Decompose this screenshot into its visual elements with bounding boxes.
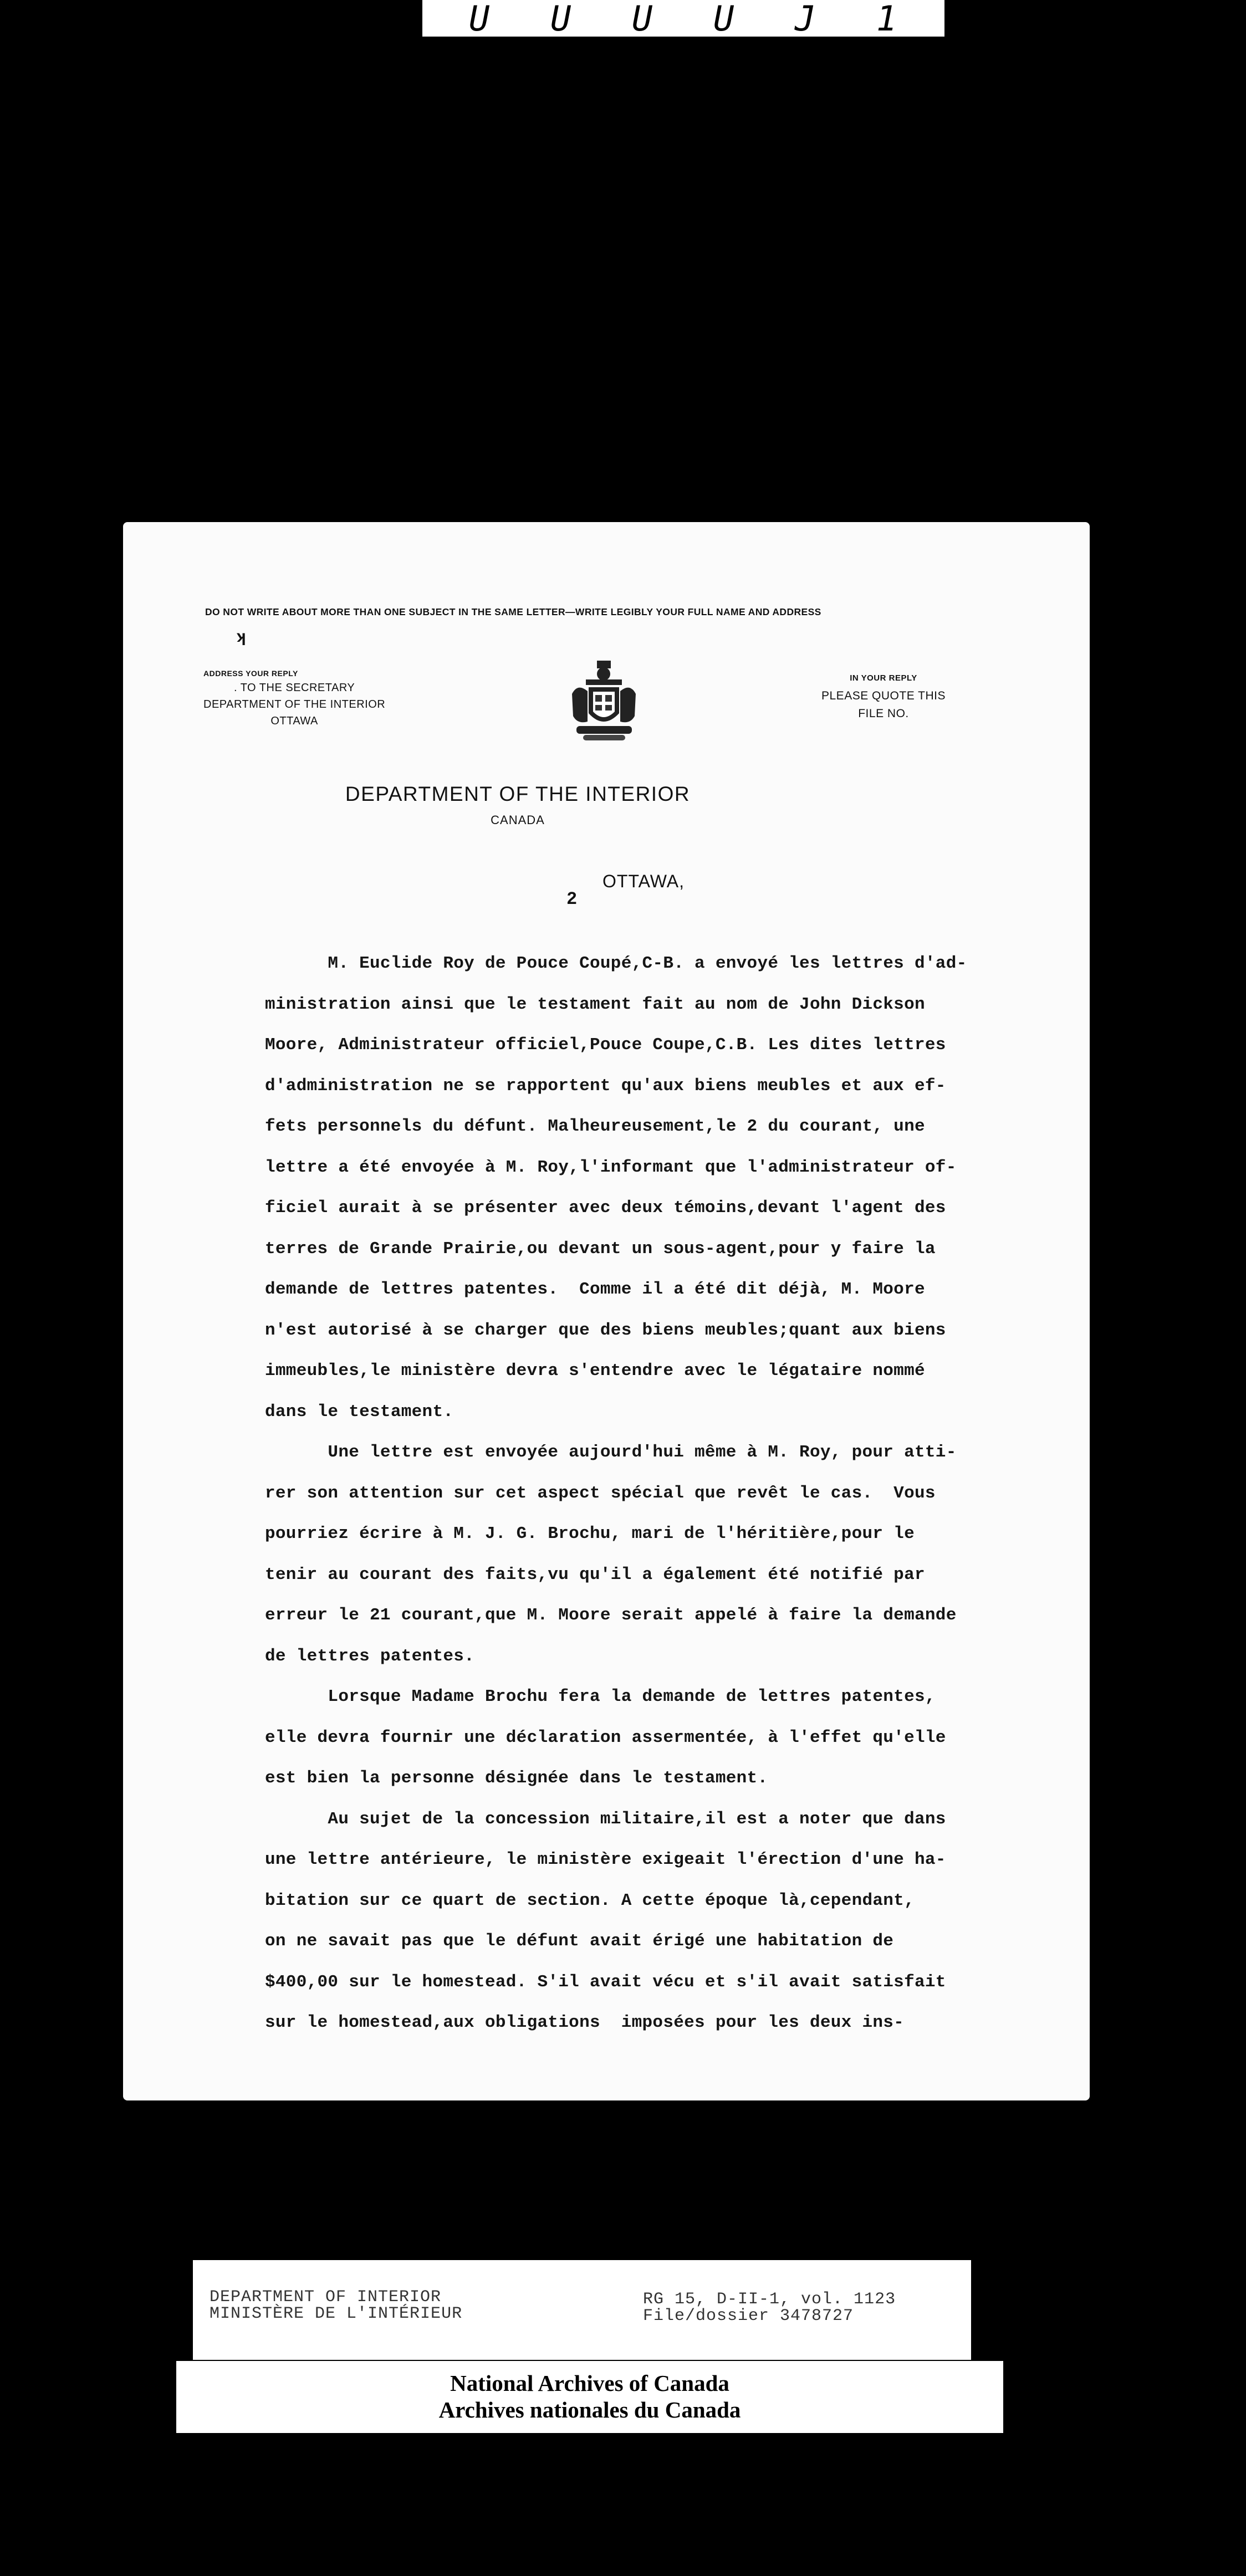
body-line: lettre a été envoyée à M. Roy,l'informant que l'administrateur of- [265,1157,957,1177]
body-line: Au sujet de la concession militaire,il est a noter que dans [265,1809,946,1829]
archives-name-fr: Archives nationales du Canada [438,2397,741,2422]
pen-mark: ʞ [237,627,246,646]
frame-char: U [631,0,654,39]
coat-of-arms-icon [566,661,641,744]
address-reply-label: ADDRESS YOUR REPLY [203,669,298,678]
letter-body [265,943,1074,2043]
frame-char: 1 [876,0,898,39]
body-line: ministration ainsi que le testament fait au nom de John Dickson [265,994,925,1014]
body-line: d'administration ne se rapportent qu'aux biens meubles et aux ef- [265,1076,946,1096]
file-no-label: FILE NO. [858,707,909,720]
body-line: une lettre antérieure, le ministère exigeait l'érection d'une ha- [265,1850,946,1869]
file-reference [643,2291,896,2324]
body-line: $400,00 sur le homestead. S'il avait vécu et s'il avait satisfait [265,1972,946,1992]
body-line: on ne savait pas que le défunt avait érigé une habitation de [265,1931,894,1951]
country-subtitle: CANADA [491,813,545,827]
body-line: ficiel aurait à se présenter avec deux témoins,devant l'agent des [265,1198,946,1218]
department-reference [210,2289,462,2322]
reply-address-block [203,667,385,729]
archive-reference-label [193,2260,971,2360]
body-line: immeubles,le ministère devra s'entendre avec le légataire nommé [265,1361,925,1381]
body-line: tenir au courant des faits,vu qu'il a également été notifié par [265,1565,925,1585]
body-line: demande de lettres patentes. Comme il a été dit déjà, M. Moore [265,1280,925,1299]
archives-credit [176,2361,1003,2433]
quote-file-block [821,669,946,723]
city-name: OTTAWA [270,715,318,727]
body-line: dans le testament. [265,1402,454,1422]
body-line: sur le homestead,aux obligations imposées pour les deux ins- [265,2013,905,2032]
body-line: erreur le 21 courant,que M. Moore serait appelé à faire la demande [265,1606,957,1625]
department-title: DEPARTMENT OF THE INTERIOR [345,783,691,805]
letter-page [123,522,1090,2100]
body-line: terres de Grande Prairie,ou devant un sous-agent,pour y faire la [265,1239,936,1259]
page-number: 2 [566,889,578,909]
frame-char: U [468,0,491,39]
body-line: pourriez écrire à M. J. G. Brochu, mari de l'héritière,pour le [265,1524,915,1543]
to-secretary: . TO THE SECRETARY [233,682,355,694]
department-reference-en: DEPARTMENT OF INTERIOR [210,2288,442,2307]
file-dossier: File/dossier 3478727 [643,2307,854,2325]
body-line: est bien la personne désignée dans le testament. [265,1769,768,1788]
body-line: Une lettre est envoyée aujourd'hui même à M. Roy, pour atti- [265,1443,957,1462]
letterhead-notice: DO NOT WRITE ABOUT MORE THAN ONE SUBJECT IN THE SAME LETTER—WRITE LEGIBLY YOUR FULL NAME AND ADDRESS [205,606,821,617]
body-line: de lettres patentes. [265,1646,475,1666]
body-line: Moore, Administrateur officiel,Pouce Coupe,C.B. Les dites lettres [265,1035,946,1055]
body-line: n'est autorisé à se charger que des biens meubles;quant aux biens [265,1320,946,1340]
archives-name-en: National Archives of Canada [450,2370,729,2396]
microfilm-frame-strip [422,0,944,37]
frame-char: U [550,0,573,39]
department-name: DEPARTMENT OF THE INTERIOR [203,698,386,711]
body-line: elle devra fournir une déclaration assermentée, à l'effet qu'elle [265,1727,946,1747]
please-quote-label: PLEASE QUOTE THIS [821,689,946,702]
record-group: RG 15, D-II-1, vol. 1123 [643,2290,896,2309]
body-line: M. Euclide Roy de Pouce Coupé,C-B. a envoyé les lettres d'ad- [265,954,967,973]
body-line: rer son attention sur cet aspect spécial que revêt le cas. Vous [265,1483,936,1503]
place-heading: OTTAWA, [602,871,685,891]
department-reference-fr: MINISTÈRE DE L'INTÉRIEUR [210,2304,463,2323]
in-reply-label: IN YOUR REPLY [850,673,917,683]
body-line: Lorsque Madame Brochu fera la demande de lettres patentes, [265,1687,936,1706]
body-line: fets personnels du défunt. Malheureusement,le 2 du courant, une [265,1117,925,1136]
frame-char: J [794,0,817,39]
body-line: bitation sur ce quart de section. A cette époque là,cependant, [265,1890,915,1910]
frame-char: U [713,0,736,39]
